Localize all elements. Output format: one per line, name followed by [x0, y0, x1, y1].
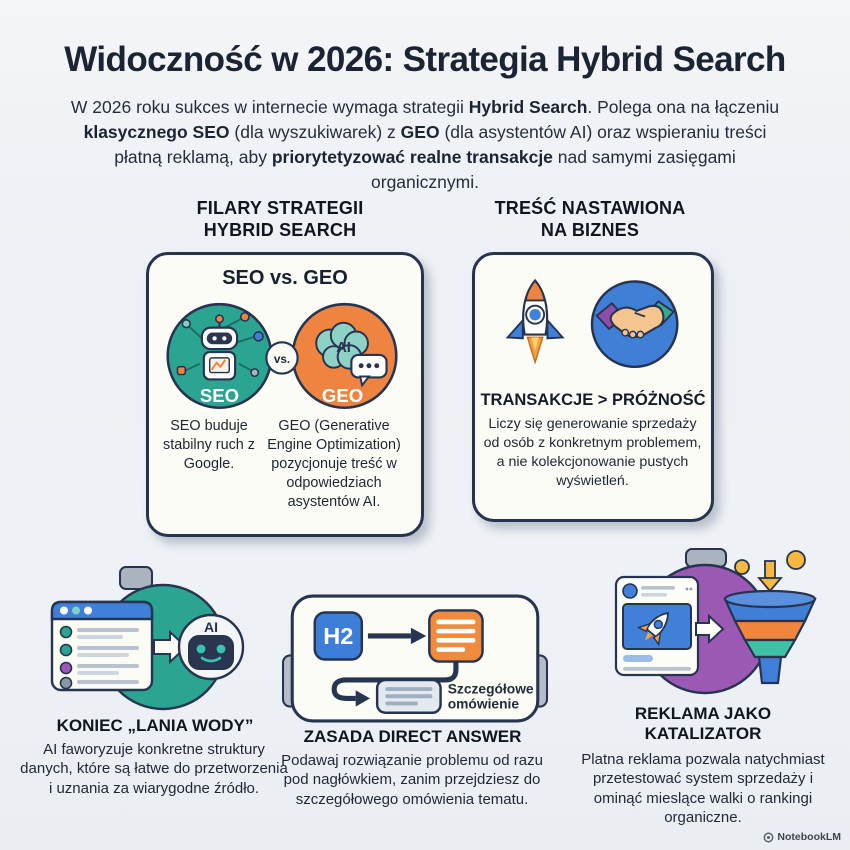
pillars-header-line1: FILARY STRATEGII [196, 198, 364, 218]
ads-section-body: Platna reklama pozwala natychmiast przetestować system sprzedaży i ominąć mieslące walki o rankingi organiczne. [581, 751, 825, 827]
ads-title-line1: REKLAMA JAKO [634, 704, 772, 723]
vs-label: vs. [273, 352, 291, 366]
page-title: Widoczność w 2026: Strategia Hybrid Search [64, 40, 786, 79]
ads-funnel-illustration [584, 547, 822, 699]
business-header-line2: NA BIZNES [540, 219, 640, 240]
ai-robot-head-icon [179, 615, 243, 679]
seo-robot-icon [168, 304, 272, 408]
handshake-icon [592, 282, 677, 367]
brand-attribution [763, 831, 841, 843]
business-section-header [460, 198, 720, 242]
direct-answer-illustration [282, 592, 548, 725]
business-header-line1: TREŚĆ NASTAWIONA [494, 198, 686, 218]
social-ad-card-icon [616, 577, 698, 675]
pillars-header-line2: HYBRID SEARCH [203, 219, 357, 240]
tab-shape [120, 567, 152, 589]
ads-title-line2: KATALIZATOR [644, 724, 762, 744]
seo-vs-geo-title: SEO vs. GEO [222, 267, 348, 289]
brand-name: NotebookLM [777, 831, 841, 843]
ai-section-body: AI faworyzuje konkretne struktury danych, które są łatwe do przetworzenia i uznania za wiarygodne źródło. [20, 741, 288, 797]
intro-paragraph: W 2026 roku sukces w internecie wymaga strategii Hybrid Search. Polega ona na łączeniu klasycznego SEO (dla wyszukiwarek) z GEO (dla asystentów AI) oraz wspieraniu treści płatną reklamą, aby priorytetyzować realne transakcje nad samymi zasięgami organicznymi. [70, 97, 780, 193]
direct-section-title: ZASADA DIRECT ANSWER [303, 727, 522, 746]
answer-text-icon [429, 610, 482, 661]
h2-heading-icon [315, 612, 362, 659]
geo-brain-icon [293, 304, 397, 408]
business-card [472, 252, 714, 522]
geo-description: GEO (Generative Engine Optimization) pozycjonuje treść w odpowiedziach asystentów AI. [267, 418, 401, 511]
direct-section-body: Podawaj rozwiązanie problemu od razu pod nagłówkiem, zanim przejdziesz do szczegółowego omówienia tematu. [281, 752, 543, 808]
details-note-line2: omówienie [447, 695, 520, 712]
seo-description: SEO buduje stabilny ruch z Google. [163, 418, 255, 473]
notebooklm-logo-icon [763, 832, 774, 843]
structured-list-window-icon [52, 602, 152, 690]
ai-structured-data-illustration [40, 562, 252, 712]
brain-ai-label: AI [336, 340, 351, 357]
pillars-section-header [130, 198, 430, 242]
vs-badge [266, 342, 297, 373]
ads-section-title [583, 704, 823, 745]
pillars-card [146, 252, 424, 537]
seo-circle-label: SEO [199, 384, 240, 406]
ai-section-title: KONIEC „LANIA WODY” [56, 716, 254, 735]
h2-label: H2 [323, 623, 354, 650]
business-illustration [483, 273, 701, 381]
transactions-body: Liczy się generowanie sprzedaży od osób z konkretnym problemem, a nie kolekcjonowanie pustych wyświetleń. [483, 416, 702, 489]
transactions-heading: TRANSAKCJE > PRÓŻNOŚĆ [480, 391, 706, 409]
rocket-icon [508, 281, 563, 363]
robot-head-ai-label: AI [204, 619, 218, 635]
geo-circle-label: GEO [321, 384, 364, 406]
details-note-line1: Szczegółowe [447, 680, 534, 697]
seo-geo-descriptions [157, 417, 407, 512]
seo-vs-geo-illustration [155, 295, 409, 413]
details-text-icon [377, 680, 440, 713]
